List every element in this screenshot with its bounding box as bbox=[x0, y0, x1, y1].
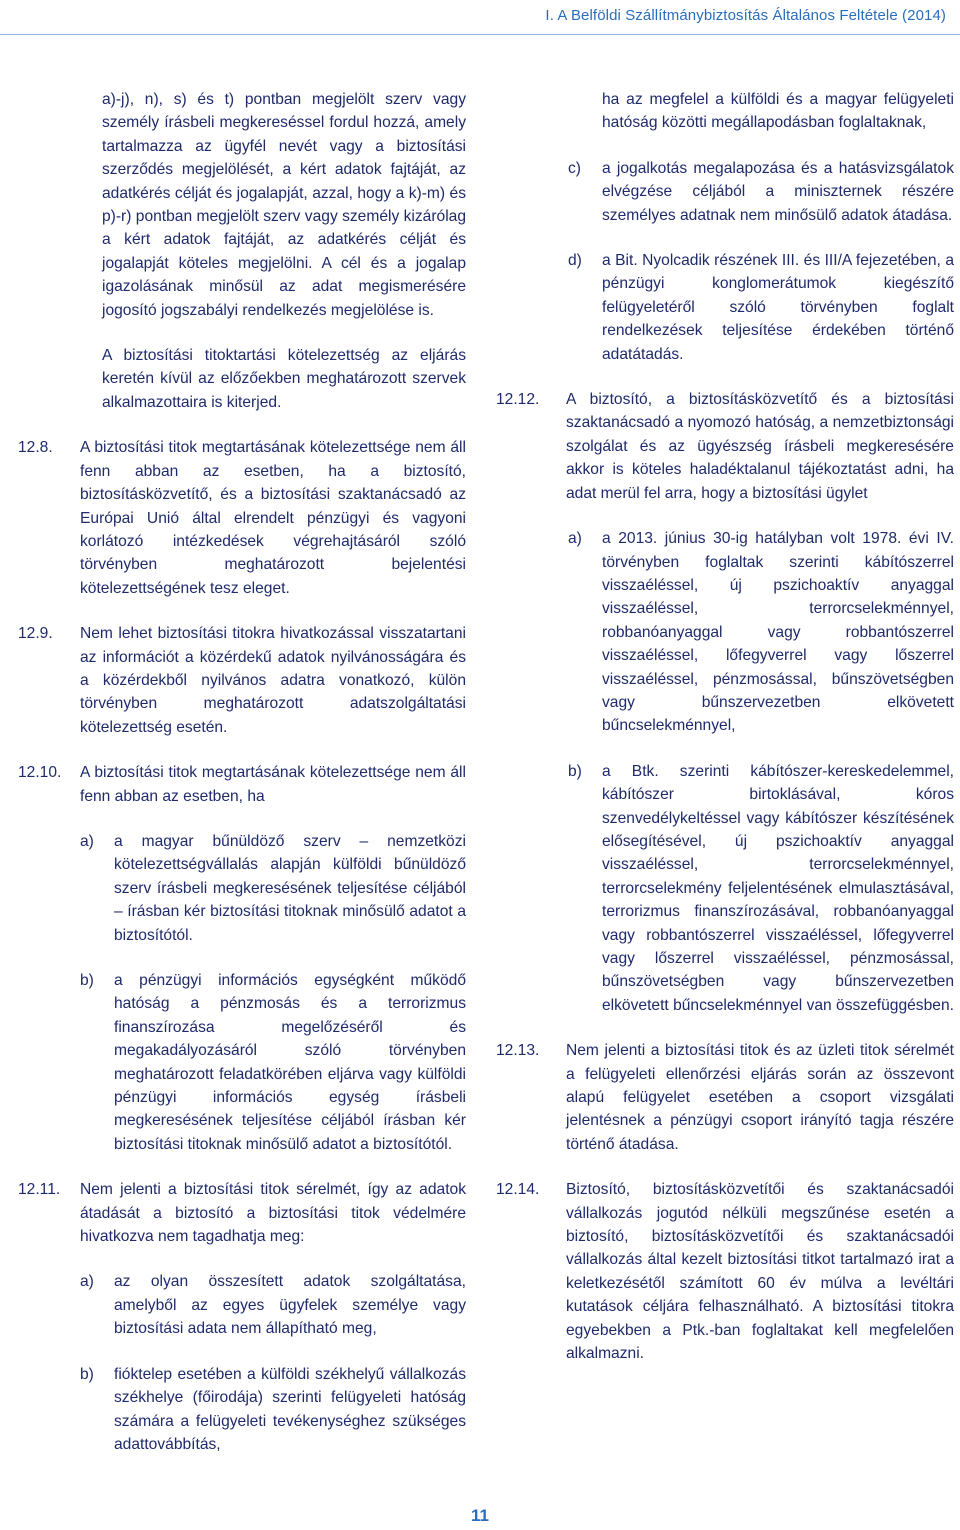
list-item bbox=[18, 1363, 466, 1457]
continuation-block bbox=[496, 88, 954, 135]
section-12-12 bbox=[496, 388, 954, 505]
section-12-14 bbox=[496, 1178, 954, 1365]
list-item-c bbox=[496, 157, 954, 227]
list-item-text: a Btk. szerinti kábítószer-kereskedelemmel, kábítószer birtoklásával, kóros szenvedélykeltéssel vagy kábítószer készítésének elősegítésével, új pszichoaktív anyaggal visszaéléssel, terrorcselekménnyel, terrorcselekmény feljelentésének elmulasztásával, terrorizmus finanszírozásával, robbanóanyaggal vagy robbantószerrel visszaéléssel, lőfegyverrel vagy lőszerrel visszaéléssel, pénzmosással, bűnszövetségben vagy bűnszervezetben elkövetett bűncselekménnyel van összefüggésben. bbox=[602, 762, 954, 1014]
list-item-text: fióktelep esetében a külföldi székhelyű vállalkozás székhelye (főirodája) szerinti felügyeleti hatóság számára a felügyeleti tevékenységhez szükséges adattovábbítás, bbox=[114, 1365, 466, 1453]
section-number: 12.14. bbox=[496, 1181, 540, 1199]
section-text: A biztosítási titok megtartásának kötelezettsége nem áll fenn abban az esetben, ha bbox=[80, 764, 466, 805]
section-12-9 bbox=[18, 622, 466, 739]
list-item-text: a Bit. Nyolcadik részének III. és III/A fejezetében, a pénzügyi konglomerátumok kiegészítő felügyeletéről szóló törvényben foglalt rendelkezések teljesítése érdekében történő adatátadás. bbox=[602, 252, 954, 363]
intro-paragraph-block bbox=[18, 88, 466, 414]
right-column bbox=[496, 88, 954, 1366]
list-item-letter: b) bbox=[80, 972, 94, 989]
list-item-letter: b) bbox=[80, 1365, 94, 1383]
list-item-text: a 2013. június 30-ig hatályban volt 1978. évi IV. törvényben foglaltak szerinti kábítószerrel visszaéléssel, új pszichoaktív anyaggal visszaéléssel, terrorcselekménnyel, robbanóanyaggal vagy robbantószerrel visszaéléssel, lőfegyverrel vagy lőszerrel visszaéléssel, pénzmosással, bűnszövetségben vagy bűnszervezetben elkövetett bűncselekménnyel, bbox=[602, 530, 954, 735]
section-12-13 bbox=[496, 1039, 954, 1156]
section-number: 12.13. bbox=[496, 1042, 540, 1060]
section-12-10 bbox=[18, 761, 466, 808]
section-text: A biztosító, a biztosításközvetítő és a biztosítási szaktanácsadó a nyomozó hatóság, a nemzetbiztonsági szolgálat és az ügyészség írásbeli megkeresésére akkor is köteles haladéktalanul tájékoztatást adni, ha adat merül fel arra, hogy a biztosítási ügylet bbox=[566, 391, 954, 502]
section-text: A biztosítási titok megtartásának kötelezettsége nem áll fenn abban az esetben, ha a biztosító, biztosításközvetítő, és a biztosítási szaktanácsadó az Európai Unió által elrendelt pénzügyi és vagyoni korlátozó intézkedések végrehajtásáról szóló törvényben meghatározott bejelentési kötelezettségének tesz eleget. bbox=[80, 439, 466, 597]
section-number: 12.12. bbox=[496, 391, 540, 409]
section-text: Nem jelenti a biztosítási titok és az üzleti titok sérelmét a felügyeleti ellenőrzési eljárás során az összevont alapú felügyelet esetében a csoport vizsgálati jelentésnek a pénzügyi csoport irányító tagja részére történő átadása. bbox=[566, 1042, 954, 1153]
list-item bbox=[496, 760, 954, 1017]
continuation-text: ha az megfelel a külföldi és a magyar felügyeleti hatóság közötti megállapodásban foglaltaknak, bbox=[602, 91, 954, 132]
section-12-11 bbox=[18, 1178, 466, 1248]
left-column bbox=[18, 88, 466, 1456]
list-item-letter: a) bbox=[80, 1273, 94, 1291]
header-divider bbox=[0, 34, 960, 35]
section-text: Nem lehet biztosítási titokra hivatkozással visszatartani az információt a közérdekű adatok nyilvánosságára és a közérdekből nyilvános adatra vonatkozó, külön törvényben meghatározott adatszolgáltatási kötelezettség esetén. bbox=[80, 625, 466, 736]
section-number: 12.9. bbox=[18, 625, 53, 643]
list-item-text: a magyar bűnüldöző szerv – nemzetközi kötelezettségvállalás alapján külföldi bűnüldöző szerv írásbeli megkeresésének teljesítése céljából – írásban kér biztosítási titoknak minősülő adatot a biztosítótól. bbox=[114, 832, 466, 944]
list-item-letter: a) bbox=[80, 832, 94, 850]
section-text: Nem jelenti a biztosítási titok sérelmét, így az adatok átadását a biztosító a biztosítási titok védelmére hivatkozva nem tagadhatja meg: bbox=[80, 1181, 466, 1246]
list-item-text: a pénzügyi információs egységként működő hatóság a pénzmosás és a terrorizmus finanszírozása megelőzéséről és megakadályozásáról szóló törvényben meghatározott feladatkörében eljárva vagy külföldi pénzügyi információs egység írásbeli megkeresésének teljesítése céljából írásban kér biztosítási titoknak minősülő adatot a biztosítótól. bbox=[114, 972, 466, 1153]
list-item-letter: d) bbox=[568, 252, 582, 270]
list-item-letter: b) bbox=[568, 762, 582, 780]
list-item-letter: a) bbox=[568, 530, 582, 548]
document-header-title: I. A Belföldi Szállítmánybiztosítás Általános Feltétele (2014) bbox=[545, 7, 946, 24]
list-item bbox=[18, 1270, 466, 1340]
list-item-d bbox=[496, 249, 954, 366]
section-text: Biztosító, biztosításközvetítői és szaktanácsadói vállalkozás jogutód nélküli megszűnése esetén a biztosító, biztosításközvetítői és szaktanácsadói vállalkozás által kezelt biztosítási titkot tartalmazó irat a keletkezésétől számított 60 év múlva a levéltári kutatások céljára felhasználható. A biztosítási titokra egyebekben a Ptk.-ban foglaltakat kell megfelelően alkalmazni. bbox=[566, 1181, 954, 1363]
intro-paragraph: a)-j), n), s) és t) pontban megjelölt szerv vagy személy írásbeli megkereséssel fordul hozzá, amely tartalmazza az ügyfél nevét vagy a biztosítási szerződés megjelölését, a kért adatok fajtáját, az adatkérés célját és jogalapját, azzal, hogy a k)-m) és p)-r) pontban megjelölt szerv vagy személy kizárólag a kért adatok fajtáját, az adatkérés célját és jogalapját köteles megjelölni. A cél és a jogalap igazolásának minősül az adat megismerésére jogosító jogszabályi rendelkezés megjelölése is. bbox=[102, 91, 467, 319]
section-number: 12.8. bbox=[18, 439, 53, 457]
list-item-letter: c) bbox=[568, 159, 581, 177]
page-number: 11 bbox=[471, 1506, 489, 1525]
list-item bbox=[18, 969, 466, 1156]
section-12-8 bbox=[18, 436, 466, 600]
section-number: 12.11. bbox=[18, 1181, 61, 1199]
list-item bbox=[18, 830, 466, 947]
list-item bbox=[496, 527, 954, 738]
list-item-text: a jogalkotás megalapozása és a hatásvizsgálatok elvégzése céljából a miniszternek részére személyes adatnak nem minősülő adatok átadása. bbox=[602, 159, 954, 224]
secrecy-paragraph: A biztosítási titoktartási kötelezettség az eljárás keretén kívül az előzőekben meghatározott szervek alkalmazottaira is kiterjed. bbox=[102, 347, 466, 411]
list-item-text: az olyan összesített adatok szolgáltatása, amelyből az egyes ügyfelek személye vagy biztosítási adata nem állapítható meg, bbox=[114, 1273, 466, 1338]
section-number: 12.10. bbox=[18, 764, 62, 782]
